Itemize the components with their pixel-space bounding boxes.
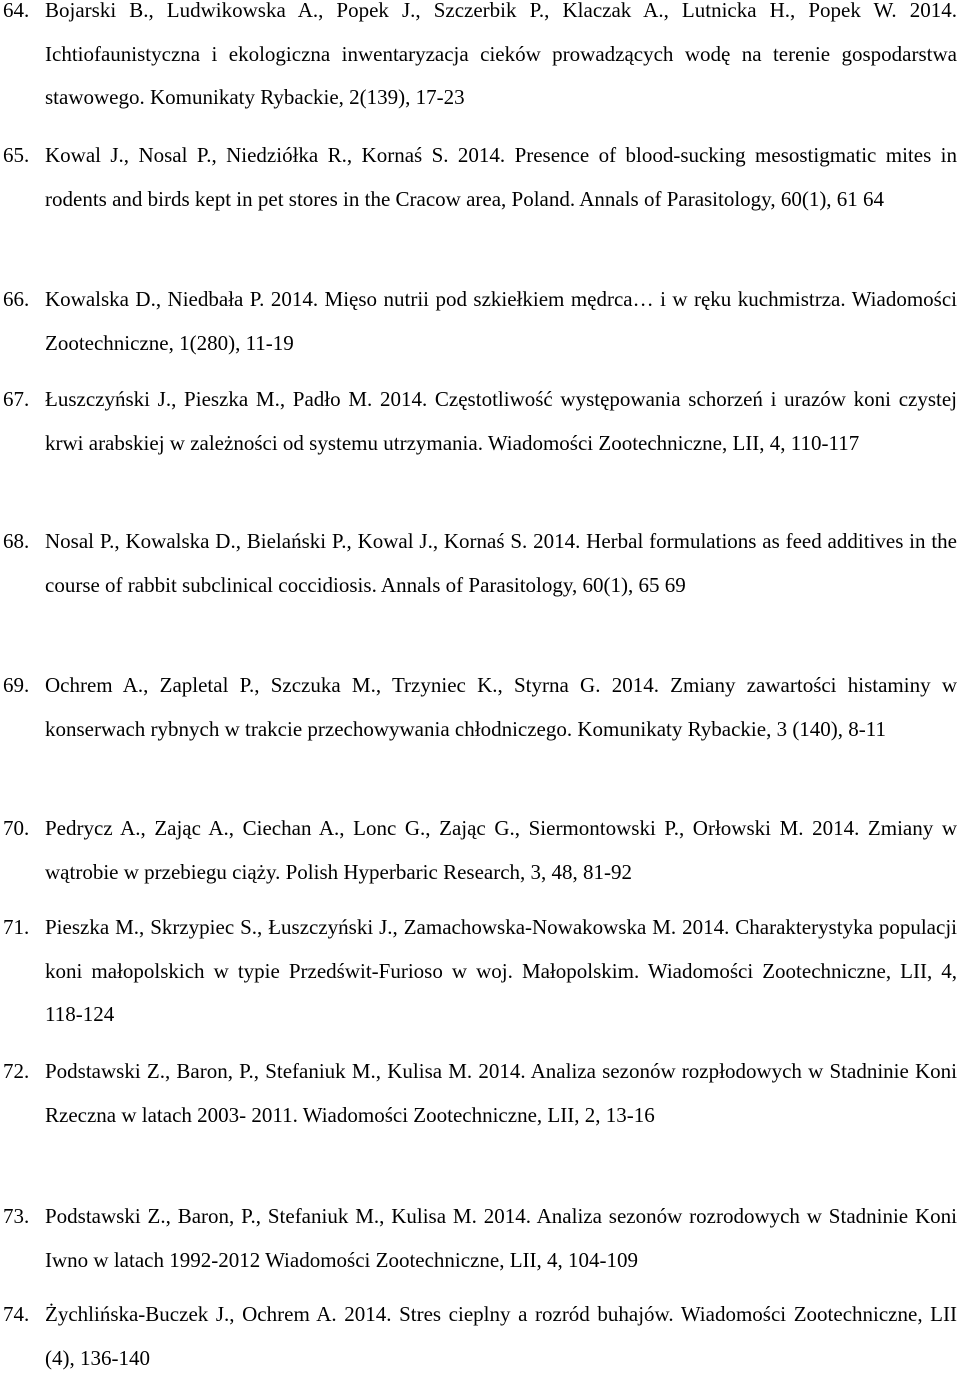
- reference-text: Ochrem A., Zapletal P., Szczuka M., Trzyniec K., Styrna G. 2014. Zmiany zawartości histaminy w konserwach rybnych w trakcie przechowywania chłodniczego. Komunikaty Rybackie, 3 (140), 8-11: [45, 673, 957, 741]
- reference-number: 73.: [3, 1204, 30, 1228]
- reference-number: 65.: [3, 143, 30, 167]
- reference-number: 69.: [3, 673, 30, 697]
- reference-text: Żychlińska-Buczek J., Ochrem A. 2014. Stres cieplny a rozród buhajów. Wiadomości Zootechniczne, LII (4), 136-140: [45, 1302, 957, 1370]
- reference-item-68: [0, 520, 960, 607]
- reference-number: 70.: [3, 816, 30, 840]
- reference-text: Podstawski Z., Baron, P., Stefaniuk M., Kulisa M. 2014. Analiza sezonów rozpłodowych w Stadninie Koni Rzeczna w latach 2003- 2011. Wiadomości Zootechniczne, LII, 2, 13-16: [45, 1059, 957, 1127]
- reference-number: 66.: [3, 287, 30, 311]
- reference-text: Kowal J., Nosal P., Niedziółka R., Kornaś S. 2014. Presence of blood-sucking mesostigmatic mites in rodents and birds kept in pet stores in the Cracow area, Poland. Annals of Parasitology, 60(1), 61 64: [45, 143, 957, 211]
- reference-item-69: [0, 664, 960, 751]
- reference-number: 67.: [3, 387, 30, 411]
- reference-item-70: [0, 807, 960, 894]
- reference-number: 64.: [3, 0, 30, 22]
- reference-number: 68.: [3, 529, 30, 553]
- reference-text: Podstawski Z., Baron, P., Stefaniuk M., Kulisa M. 2014. Analiza sezonów rozrodowych w Stadninie Koni Iwno w latach 1992-2012 Wiadomości Zootechniczne, LII, 4, 104-109: [45, 1204, 957, 1272]
- reference-item-72: [0, 1050, 960, 1137]
- reference-text: Łuszczyński J., Pieszka M., Padło M. 2014. Częstotliwość występowania schorzeń i urazów koni czystej krwi arabskiej w zależności od systemu utrzymania. Wiadomości Zootechniczne, LII, 4, 110-117: [45, 387, 957, 455]
- reference-text: Pieszka M., Skrzypiec S., Łuszczyński J., Zamachowska-Nowakowska M. 2014. Charakterystyka populacji koni małopolskich w typie Przedświt-Furioso w woj. Małopolskim. Wiadomości Zootechniczne, LII, 4, 118-124: [45, 915, 957, 1026]
- reference-item-67: [0, 378, 960, 465]
- reference-text: Nosal P., Kowalska D., Bielański P., Kowal J., Kornaś S. 2014. Herbal formulations as feed additives in the course of rabbit subclinical coccidiosis. Annals of Parasitology, 60(1), 65 69: [45, 529, 957, 597]
- reference-number: 74.: [3, 1302, 30, 1326]
- reference-text: Bojarski B., Ludwikowska A., Popek J., Szczerbik P., Klaczak A., Lutnicka H., Popek W. 2014. Ichtiofaunistyczna i ekologiczna inwentaryzacja cieków prowadzących wodę na terenie gospodarstwa stawowego. Komunikaty Rybackie, 2(139), 17-23: [45, 0, 957, 109]
- reference-number: 71.: [3, 915, 30, 939]
- reference-text: Kowalska D., Niedbała P. 2014. Mięso nutrii pod szkiełkiem mędrca… i w ręku kuchmistrza. Wiadomości Zootechniczne, 1(280), 11-19: [45, 287, 957, 355]
- reference-item-66: [0, 278, 960, 365]
- reference-item-65: [0, 134, 960, 221]
- reference-text: Pedrycz A., Zając A., Ciechan A., Lonc G., Zając G., Siermontowski P., Orłowski M. 2014. Zmiany w wątrobie w przebiegu ciąży. Polish Hyperbaric Research, 3, 48, 81-92: [45, 816, 957, 884]
- reference-item-74: [0, 1293, 960, 1380]
- reference-item-71: [0, 906, 960, 1037]
- reference-item-64: [0, 0, 960, 120]
- reference-number: 72.: [3, 1059, 30, 1083]
- reference-item-73: [0, 1195, 960, 1282]
